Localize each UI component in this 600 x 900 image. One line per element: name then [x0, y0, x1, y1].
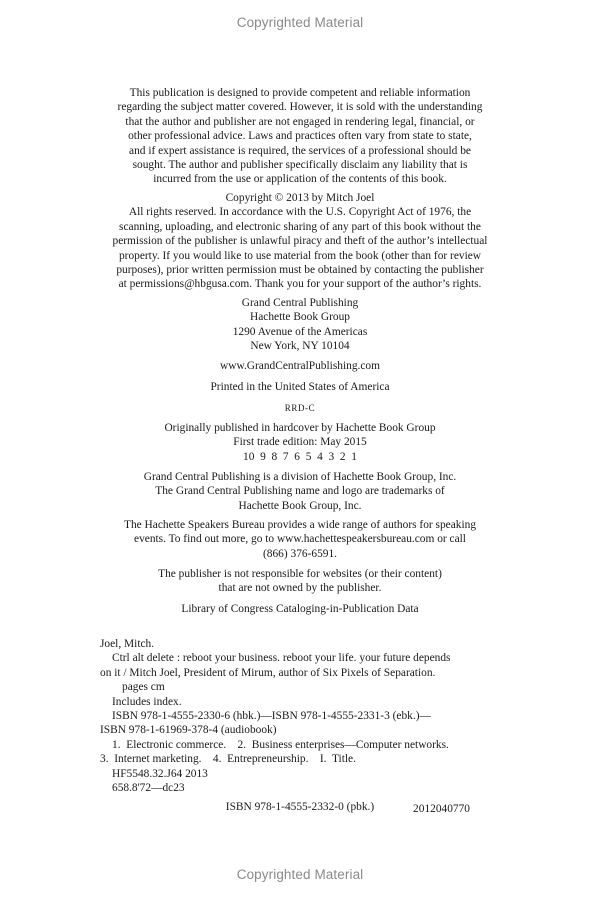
printing-number-line: 10 9 8 7 6 5 4 3 2 1 [243, 450, 357, 463]
division-line: The Grand Central Publishing name and logo are trademarks of [155, 485, 445, 498]
cip-index-note: Includes index. [112, 695, 182, 708]
rights-line: property. If you would like to use material from the book (other than for review [118, 249, 482, 262]
speakers-bureau-line: events. To find out more, go to www.hachettespeakersbureau.com or call [134, 533, 466, 546]
copyrighted-material-watermark-bottom: Copyrighted Material [236, 867, 364, 882]
websites-disclaimer [0, 567, 600, 596]
printed-in-text: Printed in the United States of America [210, 381, 390, 393]
trade-edition-line: First trade edition: May 2015 [233, 436, 367, 449]
rights-line: at permissions@hbgusa.com. Thank you for your support of the author’s rights. [118, 278, 482, 291]
copyrighted-material-watermark-top: Copyrighted Material [236, 15, 364, 30]
disclaimer-paragraph [0, 86, 600, 187]
division-notice [0, 470, 600, 513]
cip-title-line: Ctrl alt delete : reboot your business. reboot your life. your future depends [112, 652, 451, 665]
disclaimer-line: sought. The author and publisher specifically disclaim any liability that is [132, 159, 468, 172]
speakers-bureau-line: The Hachette Speakers Bureau provides a wide range of authors for speaking [123, 519, 477, 531]
cip-isbn-line: ISBN 978-1-4555-2330-6 (hbk.)—ISBN 978-1-4555-2331-3 (ebk.)— [112, 710, 431, 723]
disclaimer-line: This publication is designed to provide competent and reliable information [129, 87, 471, 99]
cip-heading-text: Library of Congress Cataloging-in-Publication Data [181, 603, 419, 615]
cip-title-line: on it / Mitch Joel, President of Mirum, author of Six Pixels of Separation. [100, 666, 436, 679]
rights-line: purposes), prior written permission must be obtained by contacting the publisher [116, 264, 484, 277]
speakers-bureau-notice [0, 518, 600, 561]
publisher-city: New York, NY 10104 [250, 340, 350, 353]
publisher-name: Grand Central Publishing [241, 297, 359, 309]
cip-record [100, 637, 480, 817]
copyright-notice [0, 191, 600, 292]
rights-line: permission of the publisher is unlawful piracy and theft of the author’s intellectual [112, 235, 488, 248]
original-publication-line: Originally published in hardcover by Hachette Book Group [164, 422, 436, 434]
printer-code-text: RRD-C [284, 403, 316, 413]
cip-dewey: 658.8'72—dc23 [112, 782, 185, 795]
division-line: Hachette Book Group, Inc. [238, 499, 362, 512]
cip-heading [0, 602, 600, 616]
disclaimer-line: other professional advice. Laws and practices often vary from state to state, [128, 130, 472, 143]
disclaimer-line: regarding the subject matter covered. However, it is sold with the understanding [117, 101, 483, 114]
cip-subjects-line: 1. Electronic commerce. 2. Business enterprises—Computer networks. [112, 738, 449, 751]
paperback-isbn-text: ISBN 978-1-4555-2332-0 (pbk.) [225, 801, 375, 813]
division-line: Grand Central Publishing is a division of Hachette Book Group, Inc. [143, 471, 457, 483]
publisher-group: Hachette Book Group [250, 311, 350, 324]
disclaimer-line: incurred from the use or application of the contents of this book. [153, 173, 447, 186]
edition-info [0, 421, 600, 464]
websites-disclaimer-line: The publisher is not responsible for websites (or their content) [158, 568, 442, 580]
copyright-statement: Copyright © 2013 by Mitch Joel [225, 192, 375, 204]
printer-code [0, 401, 600, 415]
cip-subjects-line: 3. Internet marketing. 4. Entrepreneurship. I. Title. [100, 753, 356, 766]
printed-in-notice [0, 380, 600, 394]
disclaimer-line: and if expert assistance is required, the services of a professional should be [129, 144, 471, 157]
disclaimer-line: that the author and publisher are not engaged in rendering legal, financial, or [125, 115, 475, 128]
paperback-isbn [0, 800, 600, 814]
website-link[interactable]: www.GrandCentralPublishing.com [220, 360, 380, 372]
rights-line: scanning, uploading, and electronic sharing of any part of this book without the [119, 220, 481, 233]
websites-disclaimer-line: that are not owned by the publisher. [218, 582, 382, 595]
cip-pages: pages cm [122, 681, 165, 694]
publisher-street: 1290 Avenue of the Americas [232, 325, 368, 338]
rights-line: All rights reserved. In accordance with the U.S. Copyright Act of 1976, the [128, 206, 472, 219]
cip-lccn: 2012040770 [413, 803, 470, 816]
speakers-bureau-phone: (866) 376-6591. [262, 547, 338, 560]
cip-isbn-line: ISBN 978-1-61969-378-4 (audiobook) [100, 724, 277, 737]
publisher-address [0, 296, 600, 354]
cip-call-number: HF5548.32.J64 2013 [112, 767, 208, 780]
cip-author: Joel, Mitch. [100, 638, 155, 650]
publisher-website [0, 359, 600, 373]
